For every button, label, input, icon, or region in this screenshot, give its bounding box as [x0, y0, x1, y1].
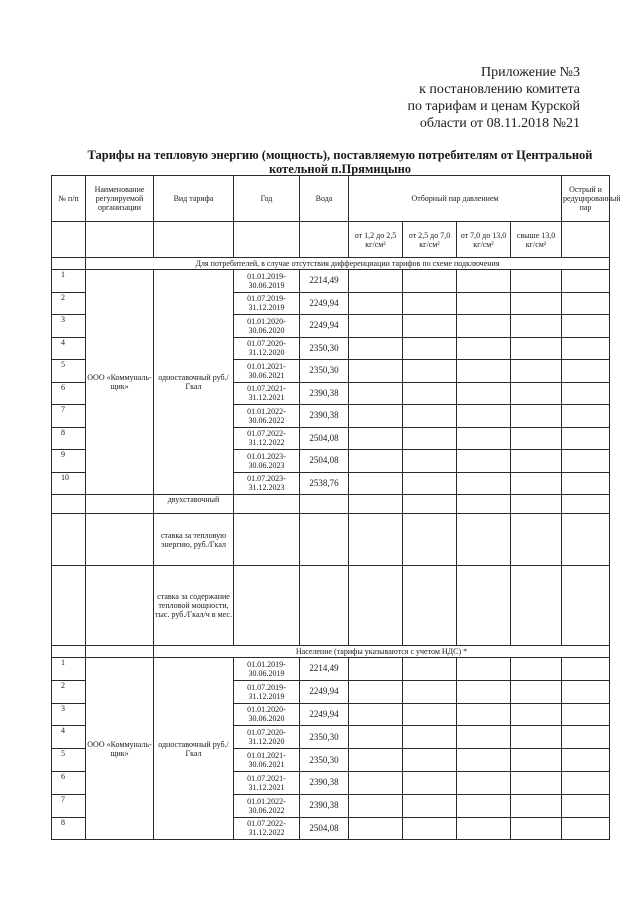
title-line-2: котельной п.Прямицыно [268, 162, 412, 176]
empty-cell [457, 315, 511, 338]
row-number: 2 [52, 680, 86, 703]
tariff-table [51, 175, 621, 840]
empty-cell [562, 315, 610, 338]
empty-cell [349, 405, 403, 428]
empty-cell [511, 749, 562, 772]
empty-cell [511, 315, 562, 338]
empty-cell [511, 771, 562, 794]
empty-cell [457, 658, 511, 681]
title-line-1: Тарифы на тепловую энергию (мощность), поставляемую потребителям от Центральной [87, 148, 593, 162]
water-value: 2390,38 [300, 382, 349, 405]
empty-cell [511, 427, 562, 450]
heat-rate-label: ставка за тепловую энергию, руб./Гкал [154, 514, 234, 566]
row-number: 2 [52, 292, 86, 315]
row-number: 8 [52, 817, 86, 840]
empty-cell [457, 771, 511, 794]
appendix-line-1: Приложение №3 [481, 65, 580, 80]
row-number: 9 [52, 450, 86, 473]
organization-name: ООО «Коммуналь-щик» [86, 270, 154, 495]
water-value: 2350,30 [300, 337, 349, 360]
water-value: 2214,49 [300, 658, 349, 681]
period-cell: 01.01.2019-30.06.2019 [234, 658, 300, 681]
row-number: 5 [52, 749, 86, 772]
empty-cell [511, 360, 562, 383]
header-org: Наименование регулируемой организации [86, 176, 154, 222]
empty-cell [403, 472, 457, 495]
row-number: 10 [52, 472, 86, 495]
water-value: 2538,76 [300, 472, 349, 495]
empty-cell [403, 749, 457, 772]
header-blank [86, 222, 154, 258]
empty-cell [457, 794, 511, 817]
empty-cell [457, 337, 511, 360]
empty-cell [457, 360, 511, 383]
empty-cell [511, 726, 562, 749]
empty-cell [562, 658, 610, 681]
empty-cell [349, 292, 403, 315]
header-num: № п/п [52, 176, 86, 222]
appendix-line-4: области от 08.11.2018 №21 [419, 116, 580, 131]
header-pressure-1: от 1,2 до 2,5 кг/см² [349, 222, 403, 258]
empty-cell [349, 360, 403, 383]
row-number: 7 [52, 405, 86, 428]
appendix-line-2: к постановлению комитета [419, 82, 580, 97]
period-cell: 01.01.2019-30.06.2019 [234, 270, 300, 293]
empty-cell [403, 427, 457, 450]
water-value: 2249,94 [300, 292, 349, 315]
empty-cell [562, 360, 610, 383]
empty-cell [403, 658, 457, 681]
empty-cell [562, 703, 610, 726]
empty-cell [562, 427, 610, 450]
two-part-label: двухставочный [154, 495, 234, 514]
header-row-1 [52, 176, 610, 222]
header-water: Вода [300, 176, 349, 222]
header-sharp-steam: Острый и редуцированный пар [562, 176, 610, 222]
period-cell: 01.01.2020-30.06.2020 [234, 703, 300, 726]
period-cell: 01.07.2019-31.12.2019 [234, 680, 300, 703]
row-number: 3 [52, 315, 86, 338]
period-cell: 01.01.2023-30.06.2023 [234, 450, 300, 473]
water-value: 2350,30 [300, 726, 349, 749]
empty-cell [349, 382, 403, 405]
empty-cell [562, 794, 610, 817]
row-number: 1 [52, 270, 86, 293]
empty-cell [562, 680, 610, 703]
header-year: Год [234, 176, 300, 222]
period-cell: 01.07.2022-31.12.2022 [234, 817, 300, 840]
water-value: 2249,94 [300, 680, 349, 703]
empty-cell [403, 726, 457, 749]
header-blank [300, 222, 349, 258]
row-number: 6 [52, 382, 86, 405]
period-cell: 01.07.2019-31.12.2019 [234, 292, 300, 315]
table-row [52, 270, 610, 293]
section-2-title-row [52, 646, 610, 658]
empty-cell [349, 749, 403, 772]
section-1-body [52, 270, 610, 495]
empty-cell [349, 270, 403, 293]
header-pressure-4: свыше 13,0 кг/см² [511, 222, 562, 258]
water-value: 2390,38 [300, 794, 349, 817]
period-cell: 01.01.2021-30.06.2021 [234, 360, 300, 383]
water-value: 2504,08 [300, 450, 349, 473]
empty-cell [457, 382, 511, 405]
empty-cell [403, 360, 457, 383]
empty-cell [511, 794, 562, 817]
empty-cell [349, 427, 403, 450]
capacity-rate-label: ставка за содержание тепловой мощности, тыс. руб./Гкал/ч в мес. [154, 566, 234, 646]
empty-cell [511, 292, 562, 315]
empty-cell [349, 703, 403, 726]
empty-cell [349, 337, 403, 360]
two-part-tariff-block [52, 495, 610, 658]
empty-cell [511, 817, 562, 840]
empty-cell [562, 450, 610, 473]
header-row-2 [52, 222, 610, 258]
empty-cell [511, 450, 562, 473]
row-number: 5 [52, 360, 86, 383]
empty-cell [457, 749, 511, 772]
table-header [52, 176, 621, 270]
empty-cell [511, 658, 562, 681]
header-blank [234, 222, 300, 258]
empty-cell [511, 680, 562, 703]
header-tariff: Вид тарифа [154, 176, 234, 222]
empty-cell [403, 292, 457, 315]
tariff-type: одноставочный руб./Гкал [154, 270, 234, 495]
header-steam: Отборный пар давлением [349, 176, 562, 222]
empty-cell [511, 472, 562, 495]
empty-cell [349, 658, 403, 681]
organization-name: ООО «Коммуналь-щик» [86, 658, 154, 840]
empty-cell [403, 771, 457, 794]
empty-cell [349, 817, 403, 840]
water-value: 2249,94 [300, 315, 349, 338]
empty-cell [511, 405, 562, 428]
empty-cell [349, 771, 403, 794]
section-1-title: Для потребителей, в случае отсутствия дифференциации тарифов по схеме подключения [86, 258, 610, 270]
water-value: 2390,38 [300, 771, 349, 794]
empty-cell [457, 405, 511, 428]
section-1-title-row [52, 258, 610, 270]
empty-cell [511, 337, 562, 360]
row-number: 6 [52, 771, 86, 794]
empty-cell [562, 472, 610, 495]
tariff-type: одноставочный руб./Гкал [154, 658, 234, 840]
water-value: 2390,38 [300, 405, 349, 428]
empty-cell [511, 270, 562, 293]
empty-cell [562, 382, 610, 405]
row-number: 4 [52, 337, 86, 360]
empty-cell [403, 382, 457, 405]
row-number: 4 [52, 726, 86, 749]
empty-cell [511, 382, 562, 405]
empty-cell [457, 726, 511, 749]
two-part-row [52, 495, 610, 514]
empty-cell [562, 337, 610, 360]
empty-cell [349, 315, 403, 338]
empty-cell [562, 771, 610, 794]
empty-cell [562, 726, 610, 749]
empty-cell [349, 680, 403, 703]
empty-cell [403, 794, 457, 817]
header-blank [562, 222, 610, 258]
header-blank [154, 222, 234, 258]
period-cell: 01.07.2020-31.12.2020 [234, 726, 300, 749]
empty-cell [457, 292, 511, 315]
empty-cell [511, 703, 562, 726]
period-cell: 01.07.2023-31.12.2023 [234, 472, 300, 495]
row-number: 8 [52, 427, 86, 450]
period-cell: 01.01.2022-30.06.2022 [234, 794, 300, 817]
water-value: 2350,30 [300, 749, 349, 772]
empty-cell [403, 680, 457, 703]
empty-cell [403, 450, 457, 473]
header-pressure-3: от 7,0 до 13,0 кг/см² [457, 222, 511, 258]
period-cell: 01.01.2020-30.06.2020 [234, 315, 300, 338]
empty-cell [349, 726, 403, 749]
section-blank [52, 258, 86, 270]
empty-cell [562, 270, 610, 293]
section-2-title: Население (тарифы указываются с учетом НДС) * [154, 646, 610, 658]
row-number: 3 [52, 703, 86, 726]
empty-cell [457, 450, 511, 473]
header-pressure-2: от 2,5 до 7,0 кг/см² [403, 222, 457, 258]
empty-cell [457, 270, 511, 293]
empty-cell [349, 794, 403, 817]
row-number: 1 [52, 658, 86, 681]
water-value: 2249,94 [300, 703, 349, 726]
empty-cell [403, 270, 457, 293]
period-cell: 01.01.2022-30.06.2022 [234, 405, 300, 428]
empty-cell [349, 450, 403, 473]
water-value: 2214,49 [300, 270, 349, 293]
period-cell: 01.07.2022-31.12.2022 [234, 427, 300, 450]
period-cell: 01.01.2021-30.06.2021 [234, 749, 300, 772]
empty-cell [457, 703, 511, 726]
heat-rate-row [52, 514, 610, 566]
empty-cell [457, 817, 511, 840]
period-cell: 01.07.2021-31.12.2021 [234, 771, 300, 794]
empty-cell [403, 405, 457, 428]
water-value: 2504,08 [300, 427, 349, 450]
row-number: 7 [52, 794, 86, 817]
empty-cell [403, 315, 457, 338]
empty-cell [457, 427, 511, 450]
section-2-body [52, 658, 610, 840]
empty-cell [403, 703, 457, 726]
appendix-header [408, 64, 580, 132]
empty-cell [403, 817, 457, 840]
water-value: 2504,08 [300, 817, 349, 840]
period-cell: 01.07.2021-31.12.2021 [234, 382, 300, 405]
empty-cell [349, 472, 403, 495]
empty-cell [562, 292, 610, 315]
table-row [52, 658, 610, 681]
empty-cell [403, 337, 457, 360]
water-value: 2350,30 [300, 360, 349, 383]
document-title [60, 148, 620, 176]
empty-cell [457, 472, 511, 495]
empty-cell [562, 405, 610, 428]
empty-cell [562, 817, 610, 840]
empty-cell [457, 680, 511, 703]
header-blank [52, 222, 86, 258]
empty-cell [562, 749, 610, 772]
appendix-line-3: по тарифам и ценам Курской [407, 99, 580, 114]
capacity-rate-row [52, 566, 610, 646]
period-cell: 01.07.2020-31.12.2020 [234, 337, 300, 360]
